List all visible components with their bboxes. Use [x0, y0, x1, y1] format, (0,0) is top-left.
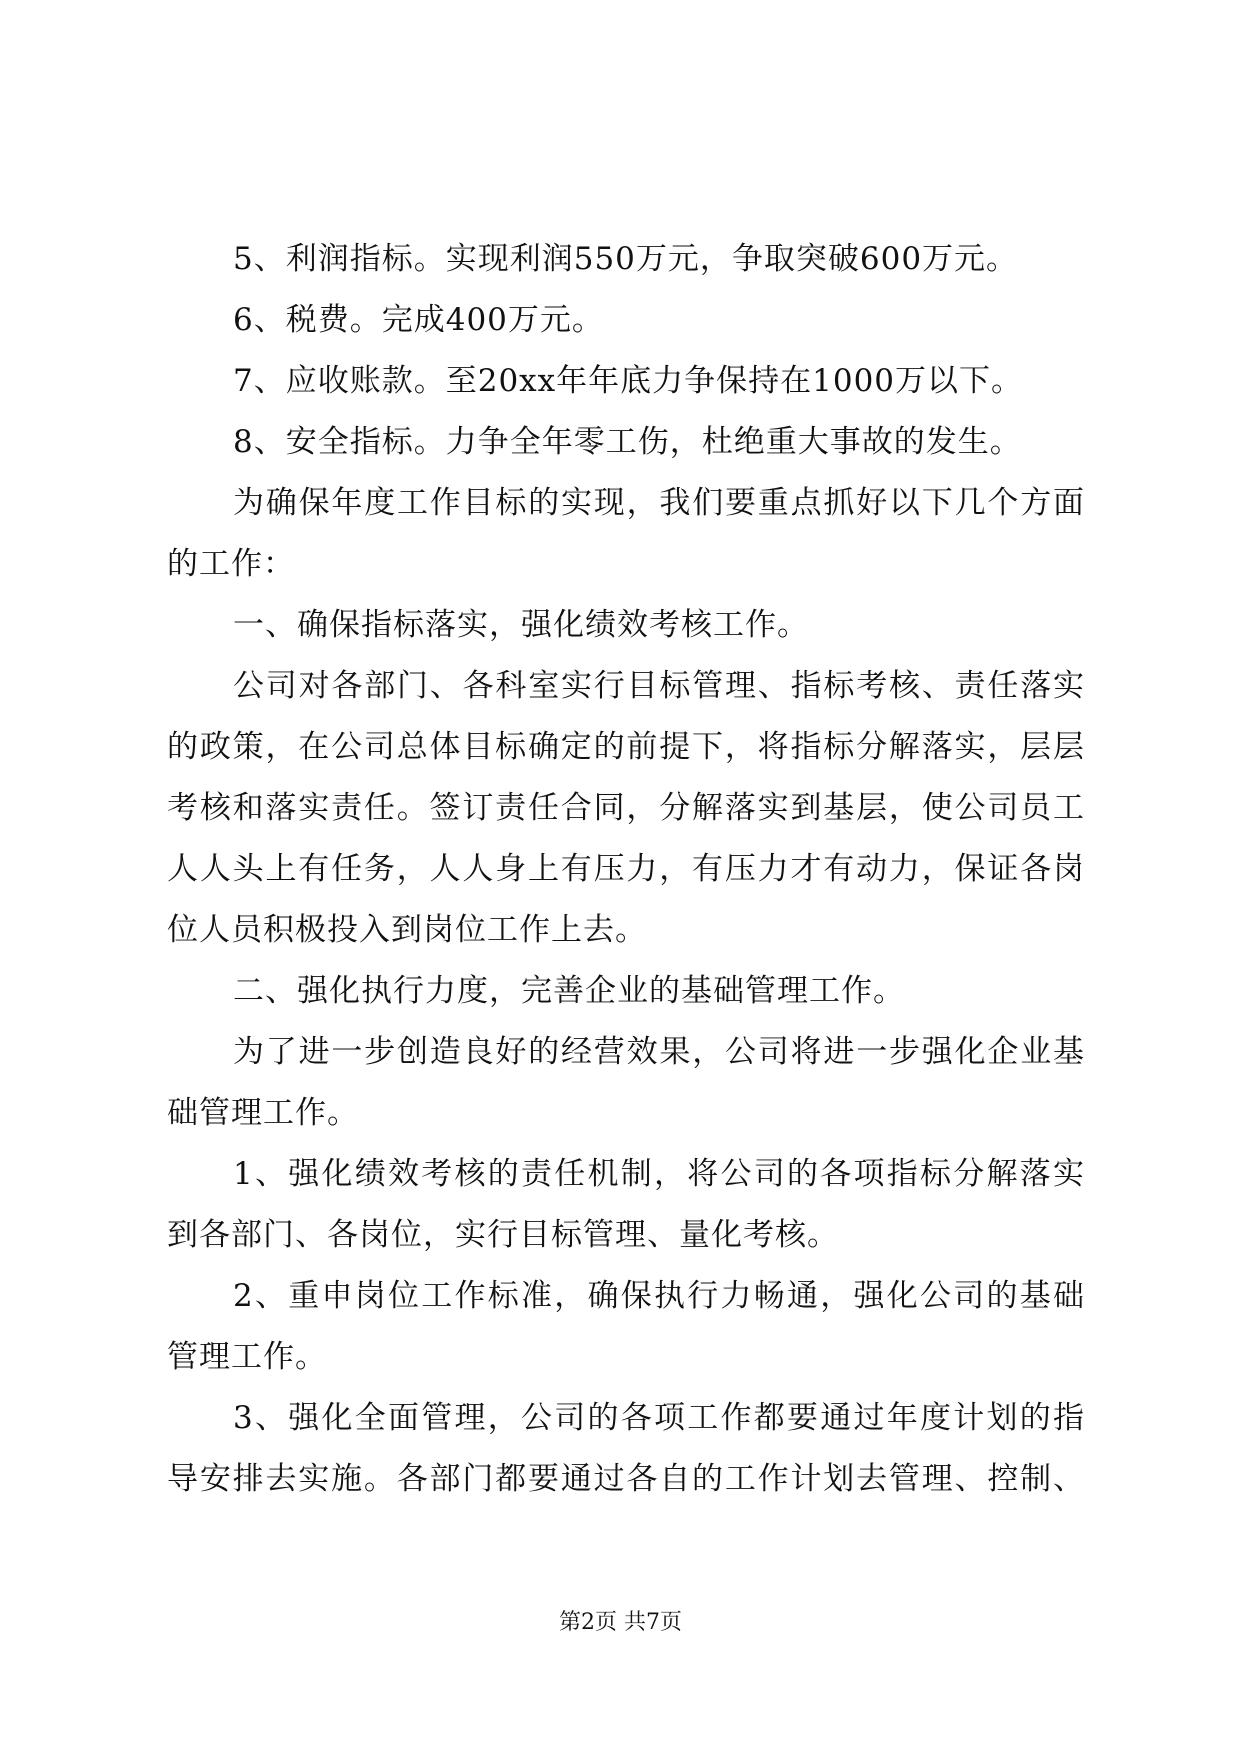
text-line: 5、利润指标。实现利润550万元，争取突破600万元。: [233, 241, 1019, 277]
text-line: 导安排去实施。各部门都要通过各自的工作计划去管理、控制、: [167, 1461, 1085, 1497]
text-line: 3、强化全面管理，公司的各项工作都要通过年度计划的指: [233, 1400, 1085, 1436]
text-line: 7、应收账款。至20xx年年底力争保持在1000万以下。: [233, 363, 1024, 399]
text-line: 考核和落实责任。签订责任合同，分解落实到基层，使公司员工: [167, 790, 1085, 826]
document-body: [167, 229, 1085, 1510]
text-line: 的工作：: [167, 546, 295, 582]
text-line: 的政策，在公司总体目标确定的前提下，将指标分解落实，层层: [167, 729, 1085, 765]
section-heading: 一、确保指标落实，强化绩效考核工作。: [233, 607, 809, 643]
text-line: 人人头上有任务，人人身上有压力，有压力才有动力，保证各岗: [167, 851, 1085, 887]
text-line: 为了进一步创造良好的经营效果，公司将进一步强化企业基: [233, 1034, 1085, 1070]
text-line: 础管理工作。: [167, 1095, 359, 1131]
page-number-footer: 第2页 共7页: [559, 1610, 682, 1635]
text-line: 到各部门、各岗位，实行目标管理、量化考核。: [167, 1217, 839, 1253]
text-line: 管理工作。: [167, 1339, 327, 1375]
text-line: 2、重申岗位工作标准，确保执行力畅通，强化公司的基础: [233, 1278, 1085, 1314]
text-line: 公司对各部门、各科室实行目标管理、指标考核、责任落实: [233, 668, 1085, 704]
text-line: 6、税费。完成400万元。: [233, 302, 604, 338]
text-line: 1、强化绩效考核的责任机制，将公司的各项指标分解落实: [233, 1156, 1085, 1192]
section-heading: 二、强化执行力度，完善企业的基础管理工作。: [233, 973, 905, 1009]
text-line: 位人员积极投入到岗位工作上去。: [167, 912, 647, 948]
text-line: 8、安全指标。力争全年零工伤，杜绝重大事故的发生。: [233, 424, 1022, 460]
text-line: 为确保年度工作目标的实现，我们要重点抓好以下几个方面: [233, 485, 1085, 521]
